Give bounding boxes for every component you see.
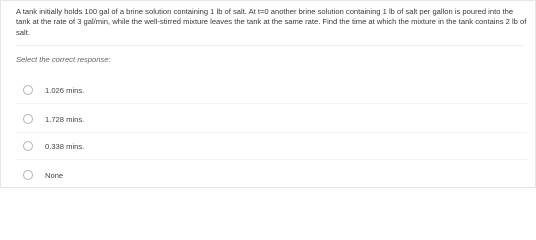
radio-button-icon[interactable] — [23, 141, 33, 151]
radio-button-icon[interactable] — [23, 114, 33, 124]
radio-button-icon[interactable] — [23, 85, 33, 95]
question-text: A tank initially holds 100 gal of a brine solution containing 1 lb of salt. At t=0 another brine solution containing 1 lb of salt per gallon is poured into the tank at the rate of 3 gal/min, while the well-stirred mixture leaves the tank at the same rate. Find the time at which the mixture in the tank contains 2 lb of salt. — [16, 7, 527, 37]
answer-option-label: 1.728 mins. — [45, 114, 85, 124]
answer-option-label: 0.338 mins. — [45, 141, 85, 151]
answer-option[interactable] — [16, 162, 527, 188]
answer-option[interactable] — [16, 106, 527, 133]
divider — [16, 45, 525, 46]
instruction-text: Select the correct response: — [16, 55, 111, 64]
answer-option[interactable] — [16, 133, 527, 160]
answer-option-label: None — [45, 170, 64, 180]
radio-button-icon[interactable] — [23, 170, 33, 180]
answer-option[interactable] — [16, 77, 527, 104]
answer-option-label: 1.026 mins. — [45, 85, 85, 95]
